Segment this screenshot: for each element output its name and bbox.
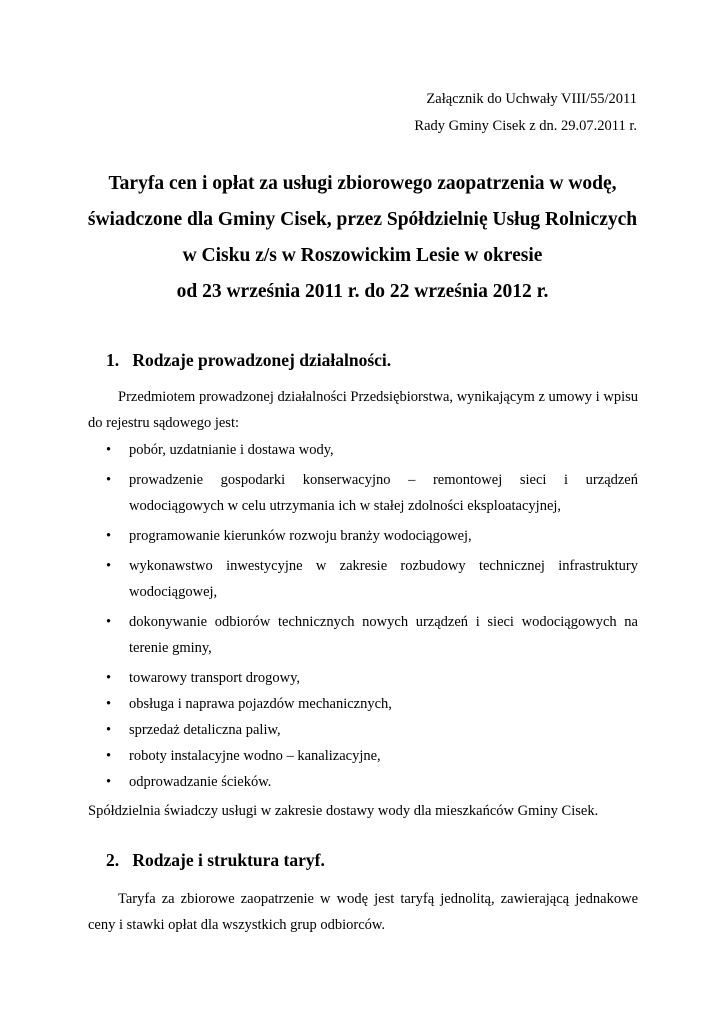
list-item: [106, 609, 638, 661]
bullet-icon: •: [106, 558, 112, 574]
section-1-number: 1.: [106, 350, 120, 370]
section-2-number: 2.: [106, 850, 120, 870]
list-item-text: obsługa i naprawa pojazdów mechanicznych,: [129, 696, 392, 712]
list-item-text: dokonywanie odbiorów technicznych nowych urządzeń i sieci wodociągowych na: [129, 614, 638, 630]
bullet-icon: •: [106, 472, 112, 488]
list-item-text: wykonawstwo inwestycyjne w zakresie rozbudowy technicznej infrastruktury: [129, 558, 638, 574]
list-item-text-continued: wodociągowej,: [129, 584, 218, 600]
list-item-text: programowanie kierunków rozwoju branży wodociągowej,: [129, 528, 472, 544]
list-item: [106, 437, 638, 463]
section-1-closing: Spółdzielnia świadczy usługi w zakresie dostawy wody dla mieszkańców Gminy Cisek.: [88, 803, 599, 819]
list-item: [106, 743, 638, 769]
section-1-intro-line-1: Przedmiotem prowadzonej działalności Przedsiębiorstwa, wynikającym z umowy i wpisu: [118, 389, 638, 405]
bullet-icon: •: [106, 528, 112, 544]
bullet-icon: •: [106, 722, 112, 738]
list-item-text: sprzedaż detaliczna paliw,: [129, 722, 281, 738]
title-line-4: od 23 września 2011 r. do 22 września 2012 r.: [176, 281, 549, 302]
activity-list: [106, 437, 638, 795]
list-item-text: prowadzenie gospodarki konserwacyjno – remontowej sieci i urządzeń: [129, 472, 638, 488]
bullet-icon: •: [106, 670, 112, 686]
section-1-heading: [106, 350, 391, 371]
annex-line-1: Załącznik do Uchwały VIII/55/2011: [426, 91, 637, 107]
section-1-title: Rodzaje prowadzonej działalności.: [132, 350, 392, 370]
section-1-intro: [88, 384, 638, 436]
title-line-3: w Cisku z/s w Roszowickim Lesie w okresie: [182, 245, 543, 266]
bullet-icon: •: [106, 442, 112, 458]
list-item: [106, 523, 638, 549]
annex-note: [414, 86, 637, 140]
section-2-paragraph: [88, 886, 638, 938]
list-item: [106, 769, 638, 795]
list-item: [106, 665, 638, 691]
list-item-text: pobór, uzdatnianie i dostawa wody,: [129, 442, 334, 458]
list-item: [106, 691, 638, 717]
section-2-line-1: Taryfa za zbiorowe zaopatrzenie w wodę jest taryfą jednolitą, zawierającą jednakowe: [118, 891, 638, 907]
list-item-text: roboty instalacyjne wodno – kanalizacyjne,: [129, 748, 381, 764]
list-item: [106, 467, 638, 519]
list-item-text-continued: terenie gminy,: [129, 640, 212, 656]
section-2-line-2: ceny i stawki opłat dla wszystkich grup odbiorców.: [88, 917, 386, 933]
bullet-icon: •: [106, 696, 112, 712]
bullet-icon: •: [106, 614, 112, 630]
list-item-text: odprowadzanie ścieków.: [129, 774, 272, 790]
list-item-text: towarowy transport drogowy,: [129, 670, 301, 686]
list-item: [106, 553, 638, 605]
section-1-intro-line-2: do rejestru sądowego jest:: [88, 415, 240, 431]
section-2-title: Rodzaje i struktura taryf.: [132, 850, 325, 870]
title-line-1: Taryfa cen i opłat za usługi zbiorowego zaopatrzenia w wodę,: [108, 173, 617, 194]
annex-line-2: Rady Gminy Cisek z dn. 29.07.2011 r.: [414, 118, 637, 134]
bullet-icon: •: [106, 774, 112, 790]
bullet-icon: •: [106, 748, 112, 764]
list-item: [106, 717, 638, 743]
list-item-text-continued: wodociągowych w celu utrzymania ich w stałej zdolności eksploatacyjnej,: [129, 498, 562, 514]
section-2-heading: [106, 850, 325, 871]
document-title: [40, 166, 685, 310]
title-line-2: świadczone dla Gminy Cisek, przez Spółdzielnię Usług Rolniczych: [87, 209, 638, 230]
